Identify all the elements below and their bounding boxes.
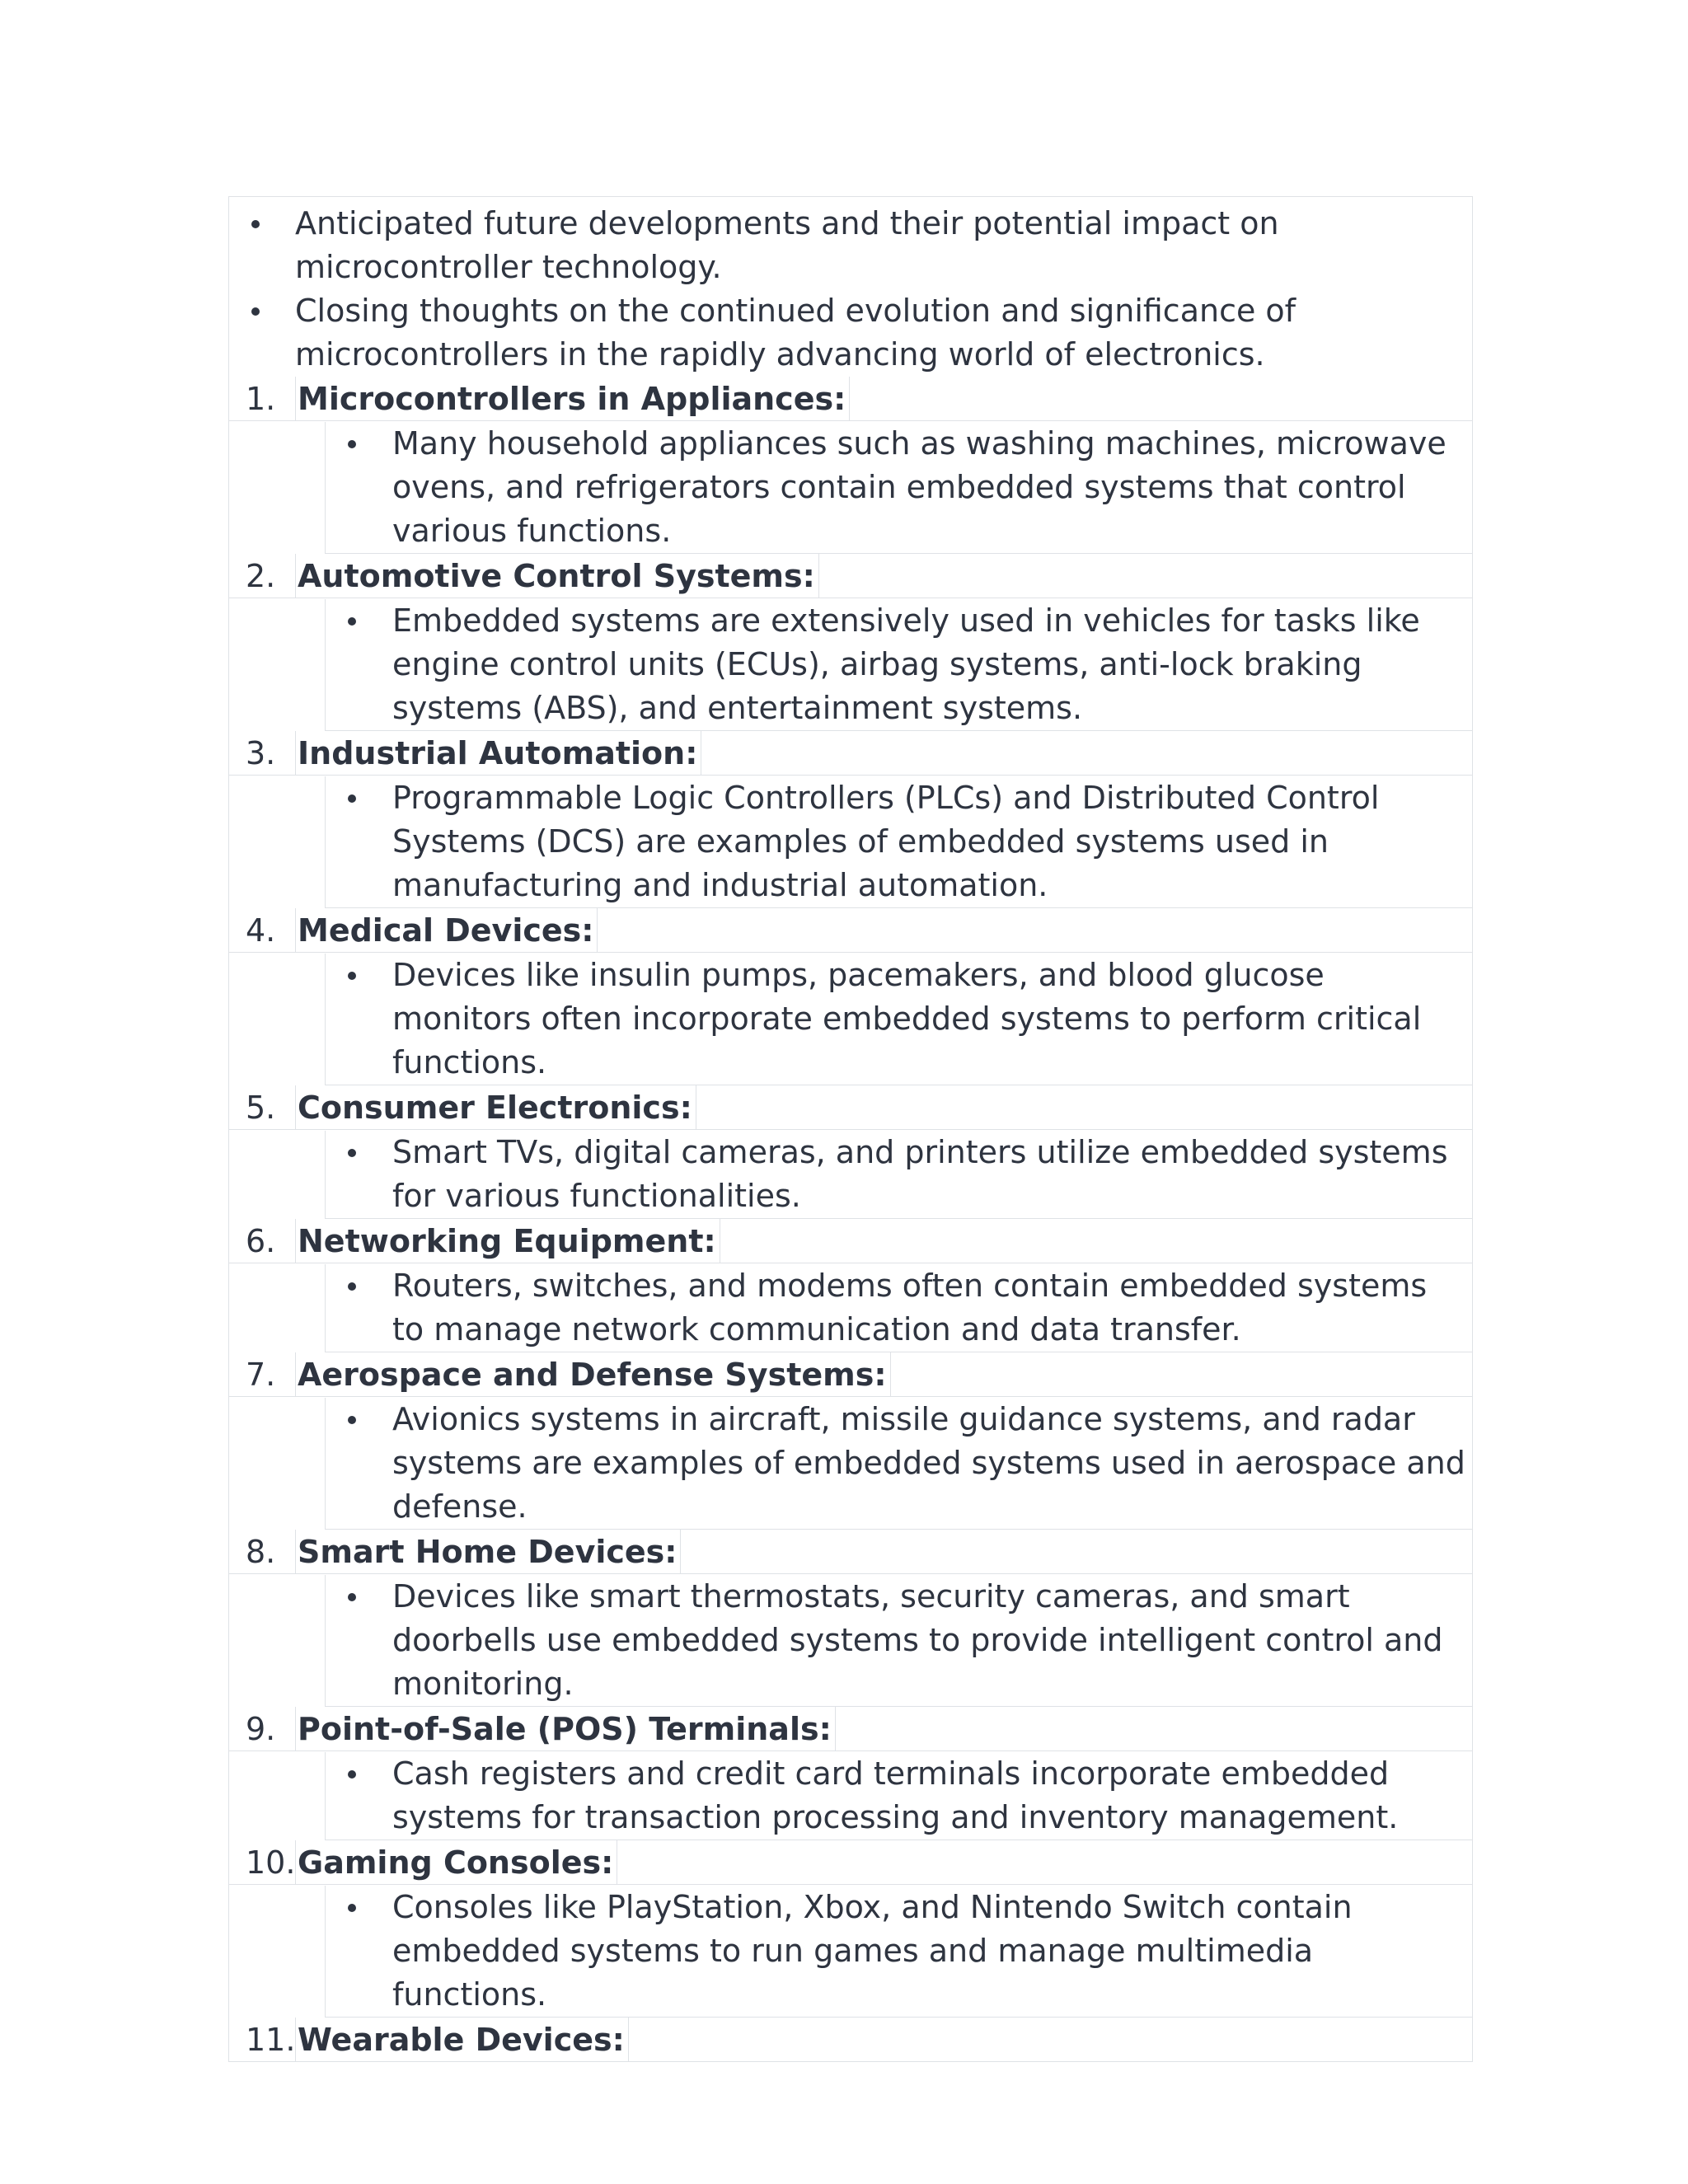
item-title: Aerospace and Defense Systems: xyxy=(295,1352,891,1397)
bullet-icon xyxy=(348,440,356,448)
item-number: 3. xyxy=(246,735,276,771)
item-number: 10. xyxy=(246,1844,296,1881)
bullet-text: Routers, switches, and modems often contain embedded systems to manage network communication and data transfer. xyxy=(392,1268,1428,1347)
item-title: Industrial Automation: xyxy=(295,731,701,776)
item-title: Microcontrollers in Appliances: xyxy=(295,377,850,421)
item-detail xyxy=(325,1574,1473,1707)
item-title: Point-of-Sale (POS) Terminals: xyxy=(295,1707,836,1751)
item-number: 1. xyxy=(246,381,276,417)
bullet-icon xyxy=(348,1149,356,1157)
bullet-text: Consoles like PlayStation, Xbox, and Nintendo Switch contain embedded systems to run games and manage multimedia functions. xyxy=(392,1889,1353,2013)
bullet-text: Cash registers and credit card terminals incorporate embedded systems for transaction processing and inventory management. xyxy=(392,1755,1399,1835)
bullet-text: Closing thoughts on the continued evolution and significance of microcontrollers in the rapidly advancing world of electronics. xyxy=(295,293,1296,373)
bullet-icon xyxy=(348,1904,356,1912)
bullet-icon xyxy=(251,307,260,316)
bullet-icon xyxy=(348,617,356,626)
item-detail xyxy=(325,1130,1473,1219)
numbered-heading xyxy=(228,377,1473,421)
list-item xyxy=(326,776,1472,907)
numbered-heading xyxy=(228,1085,1473,1130)
list-item xyxy=(326,1264,1472,1352)
numbered-heading xyxy=(228,1707,1473,1751)
item-title: Consumer Electronics: xyxy=(295,1085,696,1130)
bullet-text: Many household appliances such as washing machines, microwave ovens, and refrigerators contain embedded systems that control various functions. xyxy=(392,425,1447,549)
bullet-text: Devices like smart thermostats, security cameras, and smart doorbells use embedded systems to provide intelligent control and monitoring. xyxy=(392,1578,1443,1702)
item-number: 11. xyxy=(246,2022,296,2058)
bullet-text: Avionics systems in aircraft, missile guidance systems, and radar systems are examples of embedded systems used in aerospace and defense. xyxy=(392,1401,1465,1525)
item-detail xyxy=(325,1397,1473,1530)
numbered-heading xyxy=(228,2018,1473,2062)
item-title: Automotive Control Systems: xyxy=(295,554,819,598)
item-number: 5. xyxy=(246,1090,276,1126)
item-title: Smart Home Devices: xyxy=(295,1530,681,1574)
numbered-heading xyxy=(228,1840,1473,1885)
numbered-heading xyxy=(228,1352,1473,1397)
bullet-icon xyxy=(348,1770,356,1779)
intro-bullet-list xyxy=(228,196,1473,377)
numbered-heading xyxy=(228,908,1473,953)
item-title: Networking Equipment: xyxy=(295,1219,720,1263)
numbered-heading xyxy=(228,1219,1473,1263)
list-item xyxy=(326,1886,1472,2017)
item-title: Gaming Consoles: xyxy=(295,1840,617,1885)
item-number: 7. xyxy=(246,1357,276,1393)
list-item xyxy=(229,289,1472,377)
numbered-heading xyxy=(228,1530,1473,1574)
item-title: Wearable Devices: xyxy=(295,2018,629,2062)
bullet-icon xyxy=(348,1416,356,1424)
numbered-heading xyxy=(228,731,1473,776)
bullet-icon xyxy=(251,220,260,228)
item-detail xyxy=(325,598,1473,731)
list-item xyxy=(326,954,1472,1085)
item-number: 8. xyxy=(246,1534,276,1570)
item-detail xyxy=(325,1263,1473,1352)
bullet-icon xyxy=(348,972,356,980)
list-item xyxy=(326,1398,1472,1529)
item-number: 2. xyxy=(246,558,276,594)
bullet-icon xyxy=(348,1593,356,1601)
item-detail xyxy=(325,776,1473,908)
bullet-icon xyxy=(348,794,356,803)
list-item xyxy=(326,1131,1472,1218)
bullet-text: Smart TVs, digital cameras, and printers utilize embedded systems for various functionalities. xyxy=(392,1134,1448,1214)
list-item xyxy=(326,422,1472,553)
document-body xyxy=(228,196,1473,2062)
bullet-text: Anticipated future developments and their potential impact on microcontroller technology. xyxy=(295,205,1279,285)
item-detail xyxy=(325,1885,1473,2018)
item-title: Medical Devices: xyxy=(295,908,598,953)
bullet-text: Devices like insulin pumps, pacemakers, and blood glucose monitors often incorporate embedded systems to perform critical functions. xyxy=(392,957,1422,1080)
item-number: 4. xyxy=(246,912,276,949)
item-detail xyxy=(325,421,1473,554)
item-number: 6. xyxy=(246,1223,276,1259)
numbered-heading xyxy=(228,554,1473,598)
list-item xyxy=(229,202,1472,289)
item-number: 9. xyxy=(246,1711,276,1747)
list-item xyxy=(326,1752,1472,1840)
bullet-text: Embedded systems are extensively used in vehicles for tasks like engine control units (ECUs), airbag systems, anti-lock braking systems (ABS), and entertainment systems. xyxy=(392,602,1420,726)
list-item xyxy=(326,599,1472,730)
list-item xyxy=(326,1575,1472,1706)
bullet-icon xyxy=(348,1282,356,1291)
bullet-text: Programmable Logic Controllers (PLCs) and Distributed Control Systems (DCS) are examples of embedded systems used in manufacturing and industrial automation. xyxy=(392,780,1380,903)
item-detail xyxy=(325,1751,1473,1840)
item-detail xyxy=(325,953,1473,1085)
